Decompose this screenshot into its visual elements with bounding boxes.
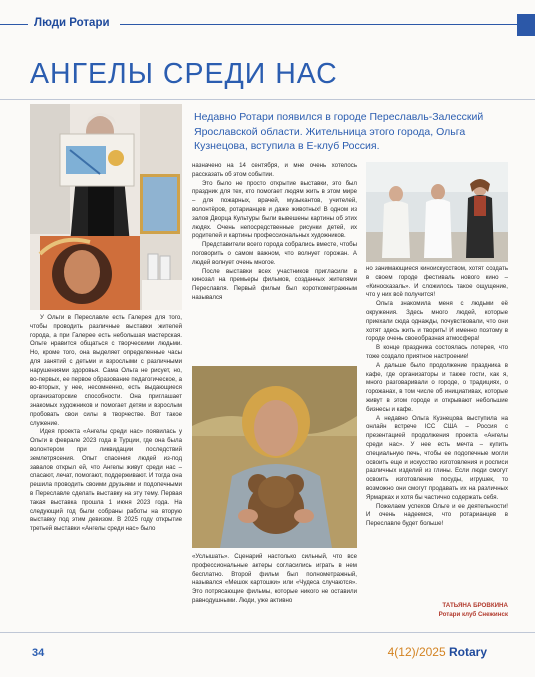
paragraph: После выставки всех участников пригласили в кинозал на премьеры фильмов, созданных жителями Переславля. Первый фильм был короткометражным назывался xyxy=(192,267,357,301)
photo-olga-with-painting xyxy=(30,104,182,310)
paragraph: У Ольги в Переславле есть Галерея для того, чтобы проводить различные выставки жителей города, а при Галерее есть небольшая мастерская. Ольге нравится общаться с творческими людьми. Но, кроме того, она выделяет определенные часы для занятий с детьми и взрослыми с различными нарушениями здоровья. Сама Ольга не рисует, но, во-первых, ее первое образование педагогическое, а во-вторых, у нее, несомненно, есть выдающиеся организаторские способности. Она приглашает знакомых художников и помогает детям и взрослым пробовать свои силы в творчестве. Вот такое служение. xyxy=(30,314,182,427)
paragraph: Идея проекта «Ангелы среди нас» появилась у Ольги в феврале 2023 года в Турции, где она была волонтером при ликвидации последствий землетрясения. Опыт спасения людей из-под завалов открыл ей, что Ангелы живут среди нас – спасают, лечат, помогают, поддерживают. И тогда она решила проводить своими друзьями и подопечными в Переславле сделать выставку на эту тему. Первая такая выставка прошла 1 июня 2023 года. На следующий год были собраны работы на вторую выставку под этим девизом. В 2025 году открытие третьей выставки «Ангелы среди нас» было xyxy=(30,428,182,533)
title-divider xyxy=(0,99,535,100)
page-number: 34 xyxy=(32,647,45,659)
issue-number: 4(12)/2025 xyxy=(387,645,446,659)
article-lead: Недавно Ротари появился в городе Переславль-Залесский Ярославской области. Жительница этого города, Ольга Кузнецова, вступила в Е-клуб Россия. xyxy=(194,111,484,152)
footer-rule xyxy=(0,632,535,633)
column-2-lower xyxy=(192,553,357,606)
author-name: ТАТЬЯНА БРОВКИНА xyxy=(442,602,508,609)
paragraph: В конце праздника состоялась лотерея, что тоже создало приятное настроение! xyxy=(366,344,508,360)
section-header xyxy=(0,14,535,36)
photo-three-women xyxy=(366,162,508,262)
issue-info xyxy=(388,645,487,659)
column-1 xyxy=(30,314,182,534)
paragraph: «Услышать». Сценарий настолько сильный, что все профессиональные актеры согласились играть в нем бесплатно. Второй фильм был полнометражный, назывался «Мешок картошки» или «Чудеса случаются». Это потрясающие фильмы, которые никого не оставили равнодушными. Люди, уже активно xyxy=(192,553,357,604)
column-3 xyxy=(366,265,508,529)
photo-painting-portrait xyxy=(192,366,357,548)
paragraph: Это было не просто открытие выставки, это был праздник для тех, кто помогает людям жить в этом мире – для пожарных, врачей, музыкантов, учителей, волонтёров, ротарианцев и даже животных! В одном из залов Дворца Культуры были вывешены картины об этих людях. Очень непосредственные рисунки детей, их родителей и картины профессиональных художников. xyxy=(192,179,357,240)
author-signature xyxy=(366,602,508,619)
article-title: АНГЕЛЫ СРЕДИ НАС xyxy=(30,58,338,90)
header-tab xyxy=(517,14,535,36)
paragraph: А дальше было продолжение праздника в кафе, где организаторы и также гости, как я, много разговаривали о городе, о традициях, о горожанах, в том числе об инициативах, которые живут в этом городе и открывают небольшие бизнесы и кафе. xyxy=(366,361,508,413)
paragraph: Представители всего города собрались вместе, чтобы поговорить о самом важном, что волнует горожан. А людей волнует очень многое. xyxy=(192,241,357,266)
column-2-upper xyxy=(192,162,357,303)
author-club: Ротари клуб Снежинск xyxy=(438,610,508,618)
paragraph: Пожелаем успехов Ольге и ее деятельности! И очень надеемся, что ротарианцев в Переславле будет больше! xyxy=(366,502,508,528)
magazine-brand: Rotary xyxy=(448,645,487,659)
paragraph: А недавно Ольга Кузнецова выступила на онлайн встрече ICC США – Россия с презентацией продолжения проекта «Ангелы среди нас». У нее есть мечта – купить специальную печь, чтобы ее подопечные могли освоить еще и искусство изготовления и росписи различных изделий из глины. Если люди смогут освоить изготовление посуды, игрушек, то возможно они смогут продавать их на различных Ярмарках и хотя бы частично содержать себя. xyxy=(366,414,508,501)
paragraph: но занимающиеся киноискусством, хотят создать в своем городе фестиваль нового кино – «Киносказаль». И сложилось такое ощущение, что у них всё получится! xyxy=(366,265,508,299)
paragraph: назначено на 14 сентября, и мне очень хотелось рассказать об этом событии. xyxy=(192,162,357,178)
paragraph: Ольга знакомила меня с людьми её окружения. Здесь много людей, которые приехали сюда однажды, почувствовали, что они хотят здесь жить и творить! И именно поэтому в городе очень своеобразная атмосфера! xyxy=(366,300,508,343)
section-label: Люди Ротари xyxy=(28,17,120,29)
